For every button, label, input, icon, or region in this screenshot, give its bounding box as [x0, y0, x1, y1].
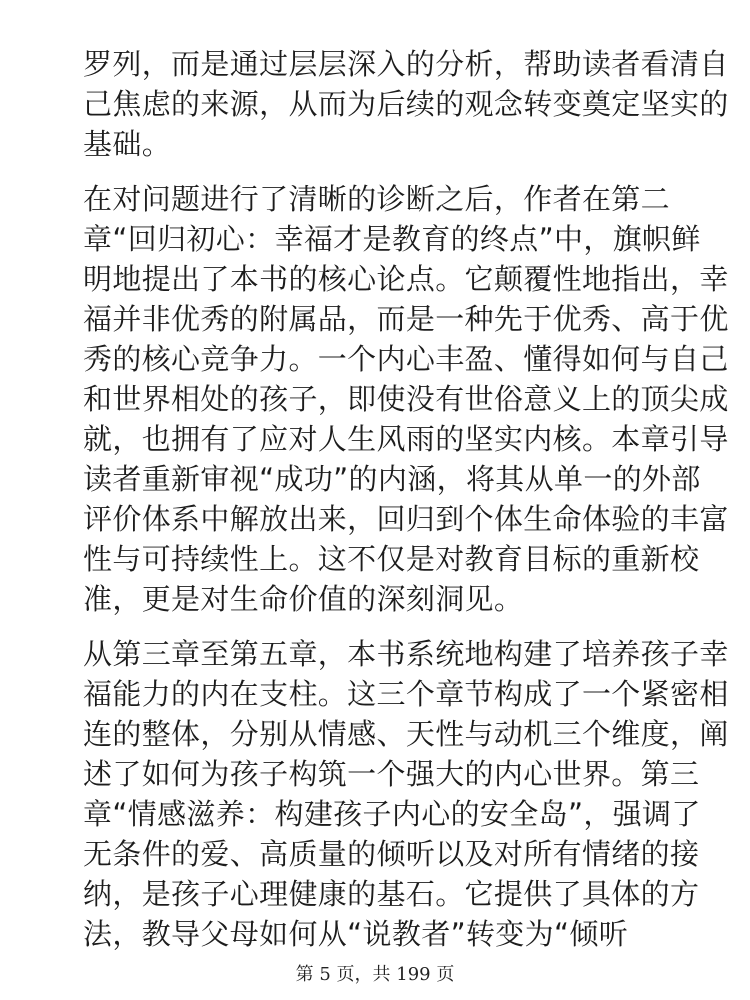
text-line: 评价体系中解放出来，回归到个体生命体验的丰富 [83, 502, 729, 536]
text-line: 章“回归初心：幸福才是教育的终点”中，旗帜鲜 [83, 222, 701, 256]
text-line: 章“情感滋养：构建孩子内心的安全岛”，强调了 [83, 797, 701, 831]
text-line: 述了如何为孩子构筑一个强大的内心世界。第三 [83, 757, 700, 791]
text-line: 准，更是对生命价值的深刻洞见。 [83, 582, 524, 616]
text-line: 在对问题进行了清晰的诊断之后，作者在第二 [83, 182, 671, 216]
text-line: 福并非优秀的附属品，而是一种先于优秀、高于优 [83, 302, 729, 336]
text-line: 就，也拥有了应对人生风雨的坚实内核。本章引导 [83, 422, 729, 456]
text-line: 纳，是孩子心理健康的基石。它提供了具体的方 [83, 877, 700, 911]
page-number: 第 5 页，共 199 页 [295, 964, 455, 985]
paragraph-2 [83, 179, 729, 619]
text-line: 无条件的爱、高质量的倾听以及对所有情绪的接 [83, 837, 700, 871]
paragraph-spacer [83, 619, 683, 634]
text-line: 性与可持续性上。这不仅是对教育目标的重新校 [83, 542, 700, 576]
text-line: 己焦虑的来源，从而为后续的观念转变奠定坚实的 [83, 87, 729, 121]
body-text [83, 44, 729, 954]
text-line: 法，教导父母如何从“说教者”转变为“倾听 [83, 917, 629, 951]
text-line: 从第三章至第五章，本书系统地构建了培养孩子幸 [83, 637, 729, 671]
text-line: 和世界相处的孩子，即使没有世俗意义上的顶尖成 [83, 382, 729, 416]
text-line: 福能力的内在支柱。这三个章节构成了一个紧密相 [83, 677, 729, 711]
text-line: 罗列，而是通过层层深入的分析，帮助读者看清自 [83, 47, 729, 81]
text-line: 读者重新审视“成功”的内涵，将其从单一的外部 [83, 462, 701, 496]
text-line: 基础。 [83, 127, 172, 161]
paragraph-spacer [83, 164, 683, 179]
text-line: 秀的核心竞争力。一个内心丰盈、懂得如何与自己 [83, 342, 729, 376]
text-line: 明地提出了本书的核心论点。它颠覆性地指出，幸 [83, 262, 729, 296]
paragraph-3 [83, 634, 729, 954]
paragraph-1 [83, 44, 729, 164]
text-line: 连的整体，分别从情感、天性与动机三个维度，阐 [83, 717, 729, 751]
